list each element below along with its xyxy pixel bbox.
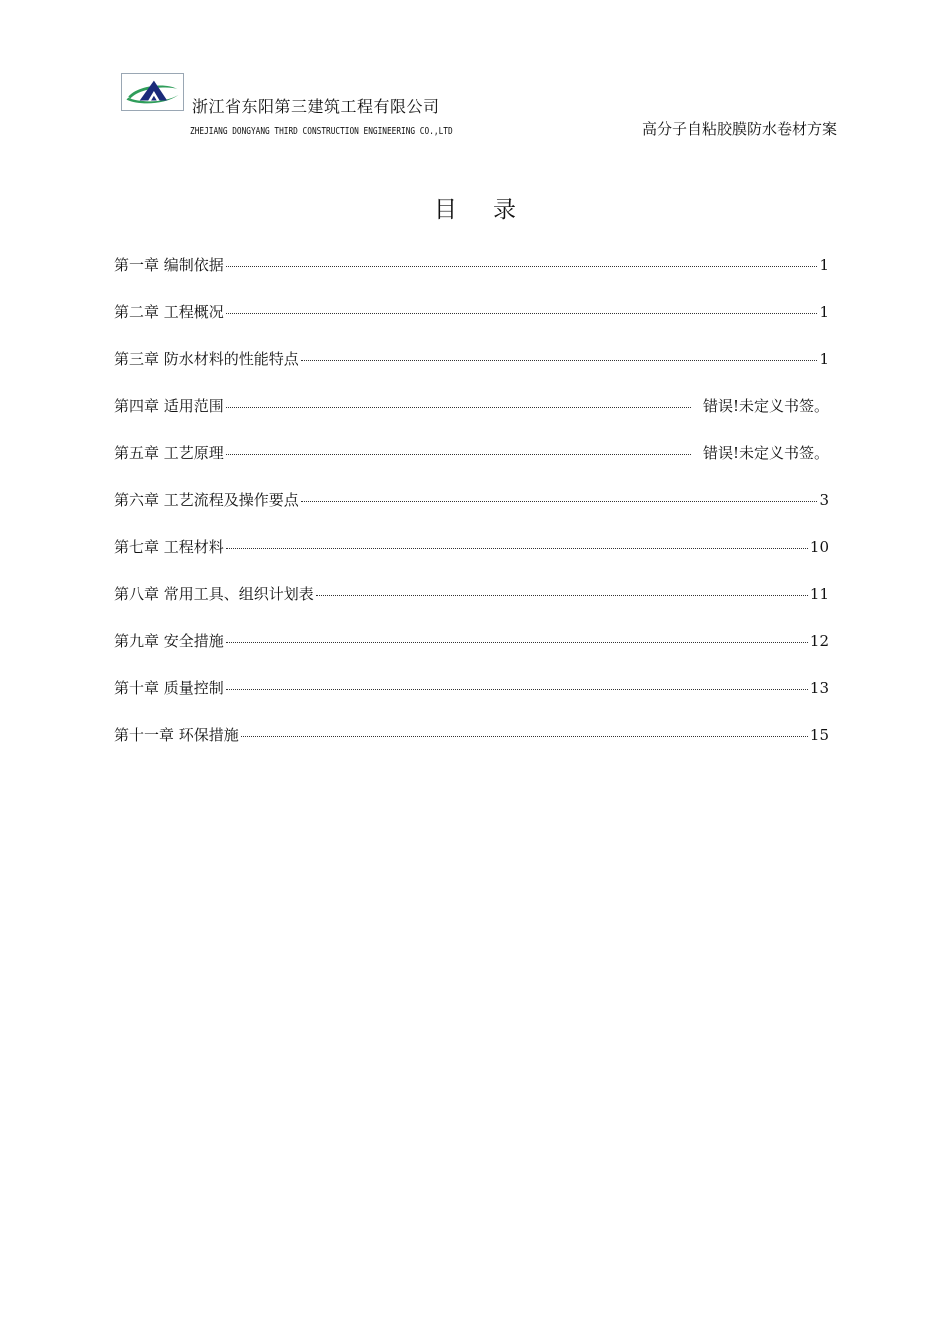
toc-entry-page: 13: [809, 679, 829, 697]
toc-entry-page: 1: [819, 256, 829, 274]
toc-entry-page: 1: [819, 350, 829, 368]
toc-heading: 目录: [434, 197, 552, 223]
toc-dot-leader: [226, 548, 808, 549]
toc-dot-leader: [226, 407, 691, 408]
document-title: 高分子自粘胶膜防水卷材方案: [641, 120, 837, 138]
toc-entry-label: 第一章 编制依据: [114, 256, 224, 274]
toc-entry-label: 第七章 工程材料: [114, 538, 224, 556]
toc-entry-page: 3: [819, 491, 829, 509]
toc-entry[interactable]: [114, 489, 829, 536]
company-name-chinese: 浙江省东阳第三建筑工程有限公司: [192, 97, 440, 116]
toc-entry-label: 第八章 常用工具、组织计划表: [114, 585, 314, 603]
toc-dot-leader: [226, 642, 808, 643]
toc-dot-leader: [226, 689, 808, 690]
toc-dot-leader: [301, 360, 818, 361]
toc-entry-label: 第十章 质量控制: [114, 679, 224, 697]
toc-dot-leader: [301, 501, 818, 502]
toc-entry[interactable]: [114, 395, 829, 442]
toc-dot-leader: [241, 736, 808, 737]
toc-entry-page: 11: [809, 585, 829, 603]
toc-entry-page: 1: [819, 303, 829, 321]
toc-entry-page: 12: [809, 632, 829, 650]
toc-entry-label: 第九章 安全措施: [114, 632, 224, 650]
toc-entry[interactable]: [114, 677, 829, 724]
toc-entry[interactable]: [114, 536, 829, 583]
toc-entry[interactable]: [114, 301, 829, 348]
toc-dot-leader: [316, 595, 808, 596]
toc-entry[interactable]: [114, 442, 829, 489]
toc-entry-page: 10: [809, 538, 829, 556]
toc-entry[interactable]: [114, 583, 829, 630]
toc-entry-page: 错误!未定义书签。: [702, 444, 829, 462]
company-name-english: ZHEJIANG DONGYANG THIRD CONSTRUCTION ENGINEERING CO.,LTD: [190, 126, 453, 137]
toc-entry[interactable]: [114, 724, 829, 771]
toc-entry-label: 第十一章 环保措施: [114, 726, 239, 744]
company-logo: [121, 73, 184, 111]
toc-entry[interactable]: [114, 254, 829, 301]
toc-dot-leader: [226, 313, 818, 314]
company-logo-icon: [122, 74, 183, 110]
toc-entry[interactable]: [114, 630, 829, 677]
toc-entry-label: 第四章 适用范围: [114, 397, 224, 415]
toc-dot-leader: [226, 266, 818, 267]
toc-entry-label: 第五章 工艺原理: [114, 444, 224, 462]
toc-entry-label: 第二章 工程概况: [114, 303, 224, 321]
toc-entry-page: 15: [809, 726, 829, 744]
toc-entry-page: 错误!未定义书签。: [702, 397, 829, 415]
toc-entry-label: 第三章 防水材料的性能特点: [114, 350, 299, 368]
toc-entry-label: 第六章 工艺流程及操作要点: [114, 491, 299, 509]
toc-entry[interactable]: [114, 348, 829, 395]
table-of-contents: [114, 254, 829, 771]
toc-dot-leader: [226, 454, 691, 455]
